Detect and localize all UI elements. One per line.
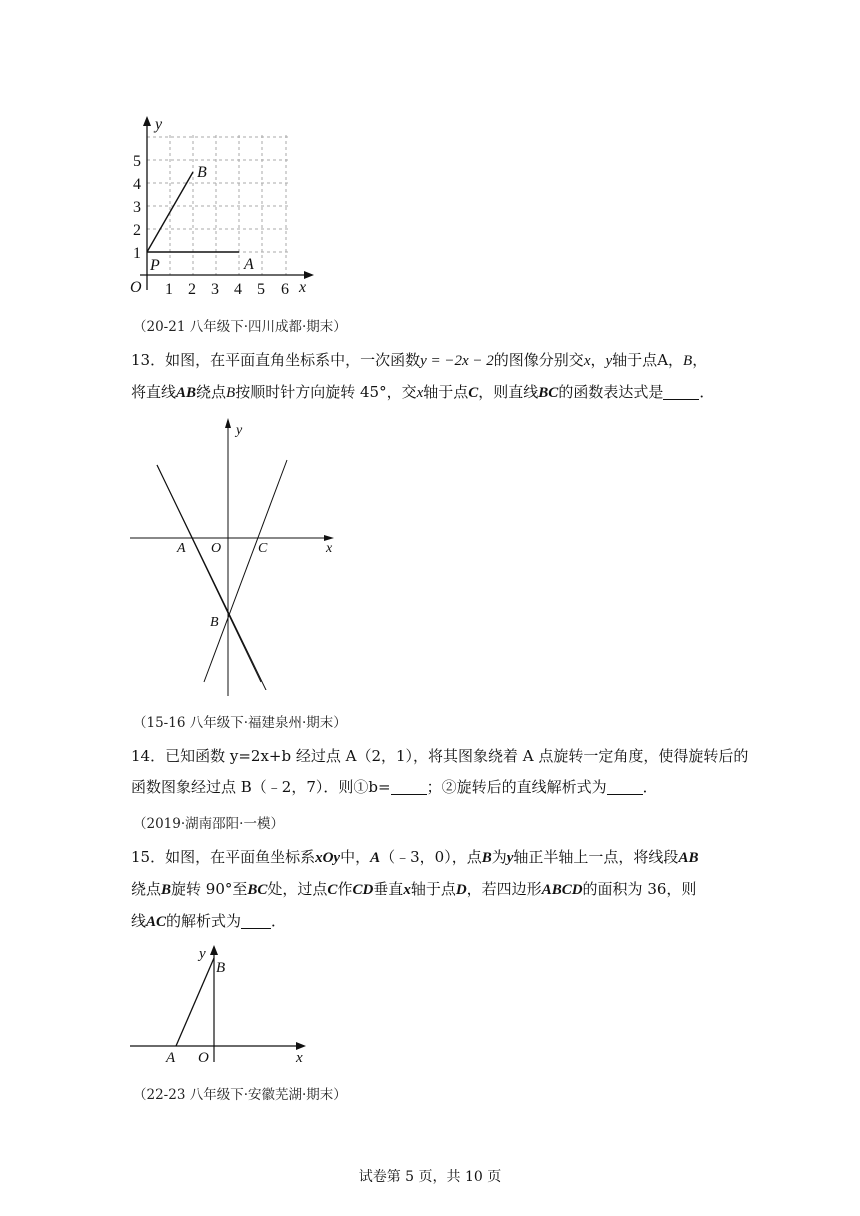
var-y: y [506, 850, 514, 866]
y-tick-label: 5 [133, 153, 141, 170]
segment-bc: BC [247, 882, 268, 898]
y-tick-label: 3 [133, 199, 141, 216]
x-tick-label: 3 [211, 281, 219, 298]
text: 旋转 90°至 [171, 880, 248, 898]
text: 线 [131, 912, 147, 930]
point-a: A [657, 351, 669, 369]
point-c: C [468, 385, 479, 401]
x-tick-label: 2 [188, 281, 196, 298]
text: 轴于点 [410, 880, 456, 898]
text: ， [692, 351, 708, 369]
x-axis-arrow-icon [296, 1042, 306, 1050]
y-tick-label: 4 [133, 176, 141, 193]
answer-blank[interactable] [607, 778, 643, 795]
line-ab [157, 465, 297, 700]
point-label-a: A [166, 1050, 176, 1066]
x-axis-label: x [299, 279, 307, 296]
answer-blank[interactable] [663, 383, 699, 400]
point-label-a: A [244, 256, 254, 273]
quad-abcd: ABCD [541, 882, 583, 898]
text: （﹣3，0），点 [380, 848, 482, 866]
segment-ab: AB [678, 850, 699, 866]
point-a: A [370, 850, 381, 866]
text: ；②旋转后的直线解析式为 [426, 778, 607, 796]
question-15 [131, 842, 731, 938]
point-b: B [161, 882, 172, 898]
segment-ab [176, 958, 214, 1046]
text: 绕点 [196, 383, 227, 401]
question-13 [131, 345, 731, 409]
point-label-b: B [210, 615, 219, 630]
point-d: D [455, 882, 467, 898]
y-axis-arrow-icon [225, 418, 231, 428]
figure-grid-pab [125, 112, 325, 302]
text: 按顺时针方向旋转 45°，交 [235, 383, 417, 401]
point-label-p: P [150, 257, 160, 274]
segment-cd: CD [352, 882, 374, 898]
y-tick-label: 1 [133, 245, 141, 262]
point-label-b: B [216, 960, 226, 976]
source-note-12: （20-21 八年级下·四川成都·期末） [133, 319, 347, 335]
text: 为 [491, 848, 507, 866]
point-label-b: B [197, 164, 207, 181]
question-15-line-1 [131, 842, 731, 874]
x-axis-label: x [326, 541, 333, 556]
text: ， [668, 351, 684, 369]
y-tick-label: 2 [133, 222, 141, 239]
figure-lines-abc [125, 410, 345, 700]
y-axis-arrow-icon [210, 945, 218, 955]
y-axis-arrow-icon [143, 116, 151, 126]
question-15-line-3 [131, 906, 731, 938]
x-tick-label: 5 [257, 281, 265, 298]
point-b: B [683, 353, 693, 369]
question-13-line-2 [131, 377, 731, 409]
question-number: 13． [131, 351, 166, 369]
text: ， [590, 351, 606, 369]
var-y: y [605, 353, 613, 369]
text: 函数图象经过点 B（﹣2，7）．则①b= [131, 778, 391, 796]
text: 轴于点 [612, 351, 658, 369]
question-14-line-2 [131, 772, 731, 803]
source-note-15: （22-23 八年级下·安徽芜湖·期末） [133, 1087, 347, 1103]
text: 处，过点 [267, 880, 328, 898]
var-x: x [403, 882, 411, 898]
line-ab: AB [176, 385, 197, 401]
text: 将直线 [131, 383, 177, 401]
line-ac: AC [146, 914, 167, 930]
y-axis-label: y [199, 946, 206, 962]
var-x: x [583, 353, 591, 369]
figure-triangle-aob [125, 935, 325, 1070]
y-axis-label: y [236, 423, 243, 438]
text: 中， [340, 848, 371, 866]
text: 的面积为 36，则 [582, 880, 697, 898]
point-b: B [481, 850, 492, 866]
origin-label: O [211, 541, 222, 556]
equation: y = −2x − 2 [420, 353, 494, 369]
x-axis-arrow-icon [304, 271, 314, 279]
answer-blank[interactable] [241, 912, 271, 929]
y-axis-label: y [155, 116, 163, 133]
text: ，若四边形 [466, 880, 542, 898]
x-axis-label: x [296, 1050, 303, 1066]
point-label-a: A [177, 541, 186, 556]
text: ． [699, 383, 715, 401]
grid-lines [147, 135, 290, 275]
answer-blank[interactable] [391, 778, 427, 795]
question-14-line-1: 14．已知函数 y=2x+b 经过点 A（2，1），将其图象绕着 A 点旋转一定角度，使得旋转后的 [131, 747, 749, 765]
x-tick-label: 1 [165, 281, 173, 298]
text: ． [642, 778, 658, 796]
text: ，则直线 [478, 383, 539, 401]
x-tick-label: 6 [281, 281, 289, 298]
origin-label: O [130, 279, 142, 296]
text: 作 [337, 880, 353, 898]
text: 15．如图，在平面鱼坐标系 [131, 848, 316, 866]
question-14 [131, 741, 749, 803]
point-c: C [327, 882, 338, 898]
text: 轴于点 [423, 383, 469, 401]
system-xoy: xOy [315, 850, 341, 866]
question-15-line-2 [131, 874, 731, 906]
origin-label: O [198, 1050, 209, 1066]
text: 的图像分别交 [493, 351, 584, 369]
point-label-c: C [258, 541, 268, 556]
text: 垂直 [373, 880, 404, 898]
var-x: x [416, 385, 424, 401]
source-note-13: （15-16 八年级下·福建泉州·期末） [133, 715, 347, 731]
text: 轴正半轴上一点，将线段 [513, 848, 679, 866]
text: 绕点 [131, 880, 162, 898]
page-footer: 试卷第 5 页，共 10 页 [358, 1169, 502, 1185]
line-ab-drawn [157, 465, 261, 682]
text: 的函数表达式是 [558, 383, 664, 401]
source-note-14: （2019·湖南邵阳·一模） [133, 816, 284, 832]
text: 的解析式为 [166, 912, 242, 930]
x-tick-label: 4 [234, 281, 242, 298]
line-bc: BC [538, 385, 559, 401]
question-13-line-1 [131, 345, 731, 377]
text: ． [271, 912, 287, 930]
text: 如图，在平面直角坐标系中，一次函数 [165, 351, 421, 369]
point-b: B [226, 385, 236, 401]
